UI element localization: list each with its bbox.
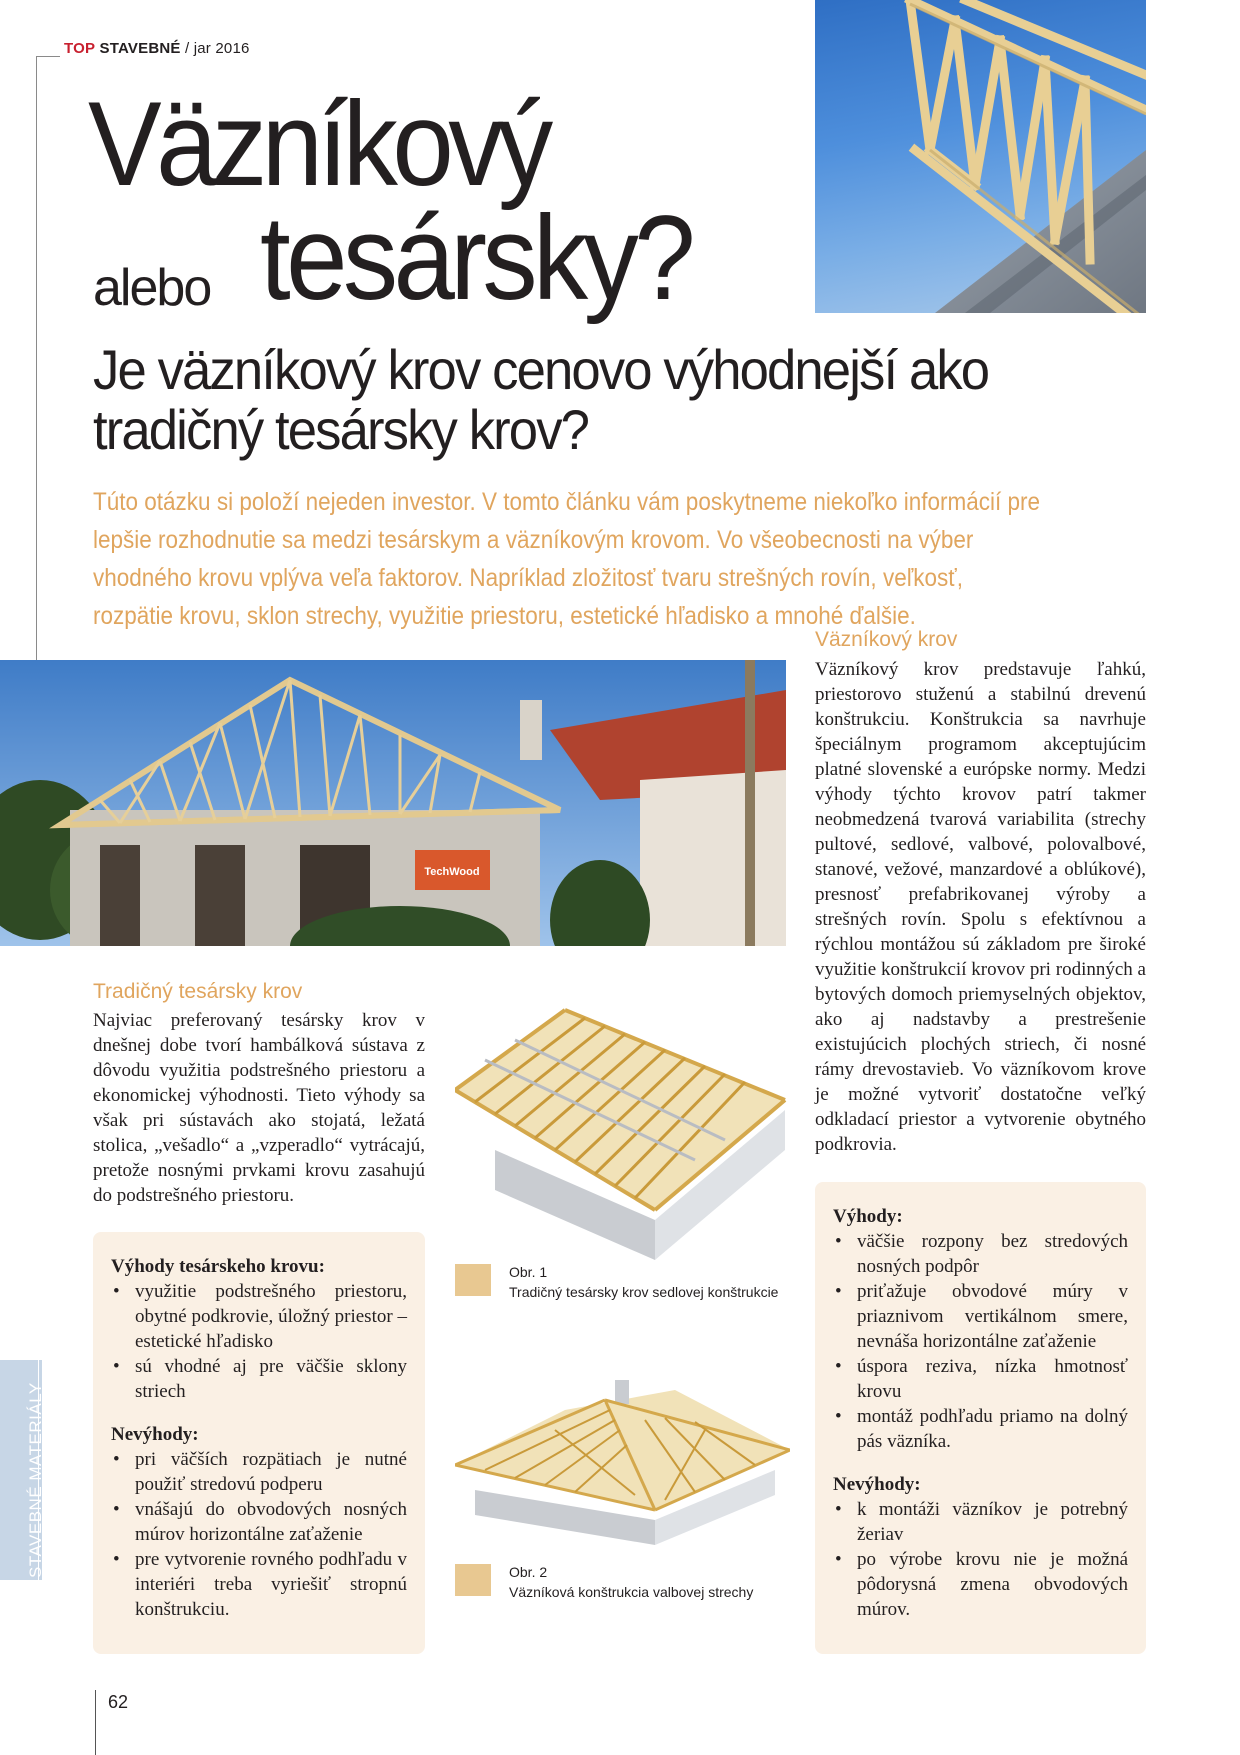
box-tesarsky-pros-cons	[93, 1232, 425, 1654]
gable-truss-drawing	[455, 1000, 795, 1260]
hip-truss-drawing	[455, 1370, 790, 1545]
box-vaznikovy-pros-cons	[815, 1182, 1146, 1654]
list-item: • montáž podhľadu priamo na dolný pás väzníka.	[833, 1404, 1128, 1454]
figure-1-caption: Tradičný tesársky krov sedlovej konštrukcie	[509, 1284, 779, 1300]
list-item: • pri väčších rozpätiach je nutné použiť stredovú podperu	[111, 1447, 407, 1497]
heading-vaznikovy-krov: Väzníkový krov	[815, 628, 958, 651]
side-tab-label: STAVEBNÉ MATERIÁLY	[26, 1382, 45, 1578]
caption-swatch	[455, 1564, 491, 1596]
list-item: • sú vhodné aj pre väčšie sklony striech	[111, 1354, 407, 1404]
truss-sky-image	[815, 0, 1146, 313]
list-item: • priťažuje obvodové múry v priaznivom vertikálnom smere, nevnáša horizontálne zaťaženie	[833, 1279, 1128, 1354]
heading-tesarsky-krov: Tradičný tesársky krov	[93, 980, 303, 1003]
pros-heading: Výhody:	[833, 1206, 903, 1227]
figure-2-illustration	[455, 1370, 790, 1545]
frame-line	[36, 56, 60, 57]
issue-label: jar 2016	[193, 40, 250, 57]
brand-top: TOP	[64, 40, 96, 57]
list-item: • vnášajú do obvodových nosných múrov horizontálne zaťaženie	[111, 1497, 407, 1547]
frame-line	[95, 1690, 96, 1755]
figure-1-label: Obr. 1	[509, 1264, 548, 1280]
photo-house-truss	[0, 660, 786, 946]
list-item: • úspora reziva, nízka hmotnosť krovu	[833, 1354, 1128, 1404]
cons-list	[833, 1497, 1128, 1622]
list-item: • k montáži väzníkov je potrebný žeriav	[833, 1497, 1128, 1547]
list-item: • pre vytvorenie rovného podhľadu v interiéri treba vyriešiť stropnú konštrukciu.	[111, 1547, 407, 1622]
header-separator: /	[184, 40, 190, 57]
cons-heading: Nevýhody:	[833, 1474, 921, 1495]
caption-swatch	[455, 1264, 491, 1296]
running-header	[64, 40, 250, 57]
pros-list	[111, 1279, 407, 1404]
text-vaznikovy-krov: Väzníkový krov predstavuje ľahkú, priestorovo stuženú a stabilnú drevenú konštrukciu. Konštrukcia sa navrhuje špeciálnym programom akceptujúcim platné slovenské a európske normy. Medzi výhody týchto krovov patrí takmer neobmedzená tvarová variabilita (strechy pultové, sedlové, valbové, polovalbové, stanové, vežové, manzardové a oblúkové), presnosť prefabrikovanej výroby a strešných rovín. Spolu s efektívnou a rýchlou montážou sú základom pre široké využitie konštrukcií krovov pri rodinných a bytových domoch priemyselných objektov, ako aj nadstavby a prestrešenie existujúcich plochých striech, či nosné rámy drevostavieb. Vo väzníkovom krove je možné vytvoriť dostatočne veľký odkladací priestor a vytvorenie obytného podkrovia.	[815, 659, 1146, 1155]
photo-truss-sky	[815, 0, 1146, 313]
list-item: • po výrobe krovu nie je možná pôdorysná zmena obvodových múrov.	[833, 1547, 1128, 1622]
text-tesarsky-krov: Najviac preferovaný tesársky krov v dnešnej dobe tvorí hambálková sústava z dôvodu využitia podstrešného priestoru a ekonomickej výhodnosti. Tieto výhody sa však pri sústavách ako stojatá, ležatá stolica, „vešadlo“ a „vzperadlo“ vytrácajú, pretože nosnými prvkami krovu zasahujú do podstrešného priestoru.	[93, 1010, 425, 1206]
techwood-sign: TechWood	[424, 866, 480, 878]
subtitle: Je väzníkový krov cenovo výhodnejší ako tradičný tesársky krov?	[93, 338, 989, 461]
title-alebo: alebo	[93, 259, 211, 317]
house-truss-image	[0, 660, 786, 946]
title-line2: tesársky?	[260, 191, 692, 325]
title-line1: Väzníkový	[88, 77, 548, 211]
lead-paragraph: Túto otázku si položí nejeden investor. V tomto článku vám poskytneme niekoľko informácií pre lepšie rozhodnutie sa medzi tesárskym a väzníkovým krovom. Vo všeobecnosti na výber vhodného krovu vplýva veľa faktorov. Napríklad zložitosť tvaru strešných rovín, veľkosť, rozpätie krovu, sklon strechy, využitie priestoru, estetické hľadisko a mnohé ďalšie.	[93, 488, 1041, 630]
frame-line	[36, 56, 37, 666]
pros-heading: Výhody tesárskeho krovu:	[111, 1256, 325, 1277]
figure-1-illustration	[455, 1000, 795, 1260]
page-number: 62	[108, 1692, 129, 1712]
figure-2-label: Obr. 2	[509, 1564, 548, 1580]
cons-list	[111, 1447, 407, 1622]
pros-list	[833, 1229, 1128, 1454]
brand-stavebne: STAVEBNÉ	[99, 40, 181, 57]
list-item: • využitie podstrešného priestoru, obytné podkrovie, úložný priestor – estetické hľadisko	[111, 1279, 407, 1354]
list-item: • väčšie rozpony bez stredových nosných podpôr	[833, 1229, 1128, 1279]
figure-2-caption: Väzníková konštrukcia valbovej strechy	[509, 1584, 754, 1600]
cons-heading: Nevýhody:	[111, 1424, 199, 1445]
